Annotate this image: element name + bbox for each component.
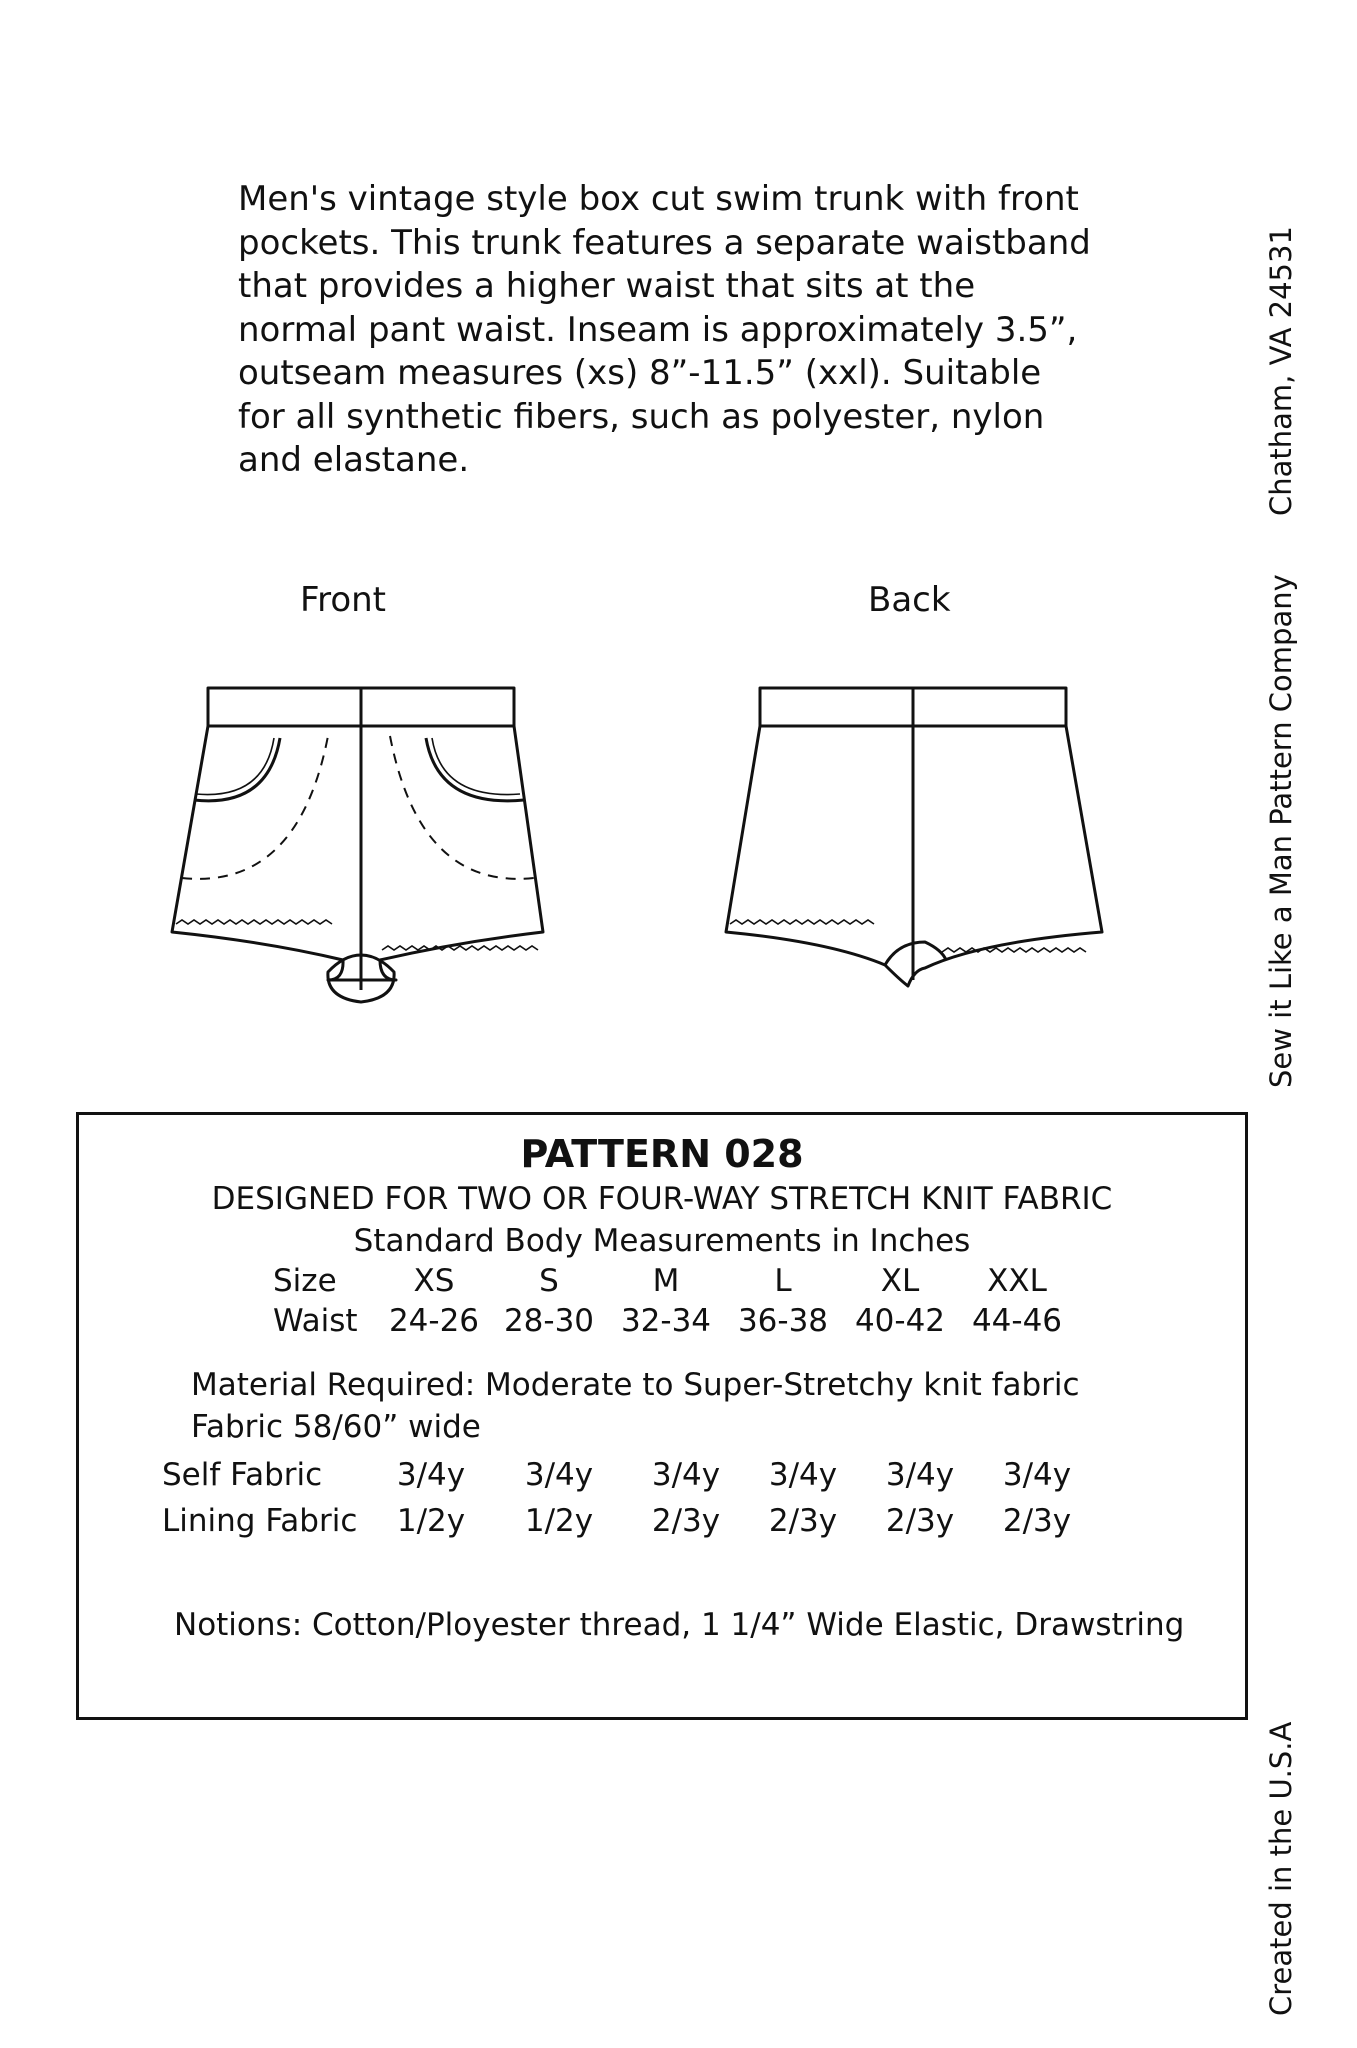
front-right-pocket-bag — [390, 736, 534, 879]
notions-text: Notions: Cotton/Ployester thread, 1 1/4” Wide Elastic, Drawstring — [174, 1607, 1185, 1643]
front-left-hem-stitch — [176, 920, 332, 924]
side-company-text: Sew it Like a Man Pattern Company — [1264, 574, 1298, 1088]
pattern-title: PATTERN 028 — [520, 1132, 804, 1176]
lining-fabric-cell: 2/3y — [885, 1503, 955, 1539]
waist-cell: 24-26 — [388, 1303, 480, 1339]
waist-cell: 44-46 — [971, 1303, 1063, 1339]
fabric-type-text: DESIGNED FOR TWO OR FOUR-WAY STRETCH KNIT FABRIC — [211, 1181, 1113, 1217]
size-cell: XXL — [987, 1263, 1047, 1299]
size-label: Size — [273, 1263, 337, 1299]
lining-fabric-cell: 2/3y — [768, 1503, 838, 1539]
lining-fabric-cell: 1/2y — [524, 1503, 594, 1539]
back-left-hem-stitch — [730, 920, 874, 924]
pattern-info-box — [76, 1112, 1248, 1720]
self-fabric-cell: 3/4y — [768, 1457, 838, 1493]
front-view-label: Front — [300, 580, 386, 620]
front-right-pocket-stitch — [432, 738, 520, 795]
garment-description: Men's vintage style box cut swim trunk with front pockets. This trunk features a separate waistband that provides a higher waist that sits at the normal pant waist. Inseam is approximately 3.5”, outseam measures (xs) 8”-11.5” (xxl). Suitable for all synthetic fibers, such as polyester, nylon and elastane. — [238, 179, 1091, 480]
lining-fabric-cell: 2/3y — [651, 1503, 721, 1539]
self-fabric-cell: 3/4y — [396, 1457, 466, 1493]
back-view-label: Back — [868, 580, 951, 620]
material-required-text: Material Required: Moderate to Super-Stretchy knit fabric — [191, 1367, 1080, 1403]
fabric-width-text: Fabric 58/60” wide — [191, 1409, 481, 1445]
self-fabric-cell: 3/4y — [524, 1457, 594, 1493]
lining-fabric-label: Lining Fabric — [162, 1503, 358, 1539]
waist-cell: 36-38 — [737, 1303, 829, 1339]
size-cell: XS — [413, 1263, 455, 1299]
front-right-hem-stitch — [382, 946, 538, 950]
self-fabric-cell: 3/4y — [1002, 1457, 1072, 1493]
front-left-pocket-stitch — [196, 738, 274, 795]
size-cell: M — [652, 1263, 680, 1299]
self-fabric-cell: 3/4y — [651, 1457, 721, 1493]
lining-fabric-cell: 1/2y — [396, 1503, 466, 1539]
waist-label: Waist — [273, 1303, 358, 1339]
back-right-hem-stitch — [942, 948, 1086, 952]
self-fabric-cell: 3/4y — [885, 1457, 955, 1493]
waist-cell: 40-42 — [854, 1303, 946, 1339]
self-fabric-label: Self Fabric — [162, 1457, 323, 1493]
front-left-pocket — [194, 738, 280, 801]
front-body-outline — [172, 726, 543, 980]
size-cell: S — [539, 1263, 559, 1299]
side-location-text: Chatham, VA 24531 — [1264, 226, 1298, 516]
size-cell: XL — [880, 1263, 920, 1299]
measurements-heading: Standard Body Measurements in Inches — [353, 1223, 971, 1259]
front-view-drawing — [168, 680, 548, 1020]
front-right-pocket — [426, 738, 524, 801]
back-view-drawing — [720, 680, 1110, 1020]
size-cell: L — [774, 1263, 792, 1299]
lining-fabric-cell: 2/3y — [1002, 1503, 1072, 1539]
side-origin-text: Created in the U.S.A — [1264, 1721, 1298, 2016]
waist-cell: 28-30 — [503, 1303, 595, 1339]
waist-cell: 32-34 — [620, 1303, 712, 1339]
